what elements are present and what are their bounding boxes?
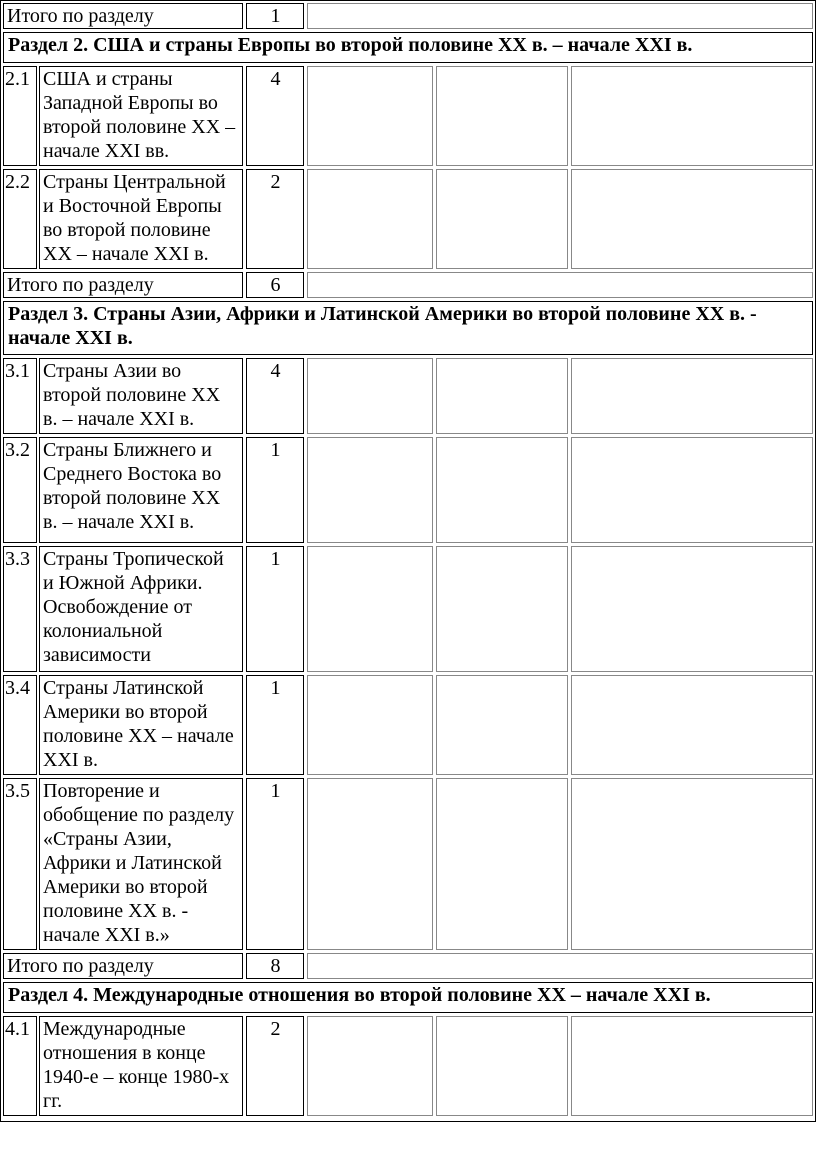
topic-empty-cell-1 <box>307 675 433 775</box>
topic-hours: 1 <box>270 439 281 461</box>
topic-hours-cell <box>246 66 304 166</box>
topic-code-cell <box>3 169 37 269</box>
topic-title-cell <box>39 358 243 434</box>
topic-title-cell <box>39 66 243 166</box>
section-title: Раздел 3. Страны Азии, Африки и Латинской Америки во второй половине XX в. - начале XXI в. <box>8 303 757 349</box>
topic-empty-cell-3 <box>571 546 813 672</box>
topic-empty-cell-1 <box>307 358 433 434</box>
topic-code: 3.1 <box>5 360 30 382</box>
topic-code: 3.4 <box>5 677 30 699</box>
topic-code-cell <box>3 1016 37 1116</box>
topic-code-cell <box>3 437 37 543</box>
topic-empty-cell-2 <box>436 675 568 775</box>
topic-code: 3.2 <box>5 439 30 461</box>
topic-title: Страны Азии во второй половине XX в. – начале XXI в. <box>43 360 221 430</box>
section-title: Раздел 2. США и страны Европы во второй половине XX в. – начале XXI в. <box>8 34 693 56</box>
topic-hours: 1 <box>270 677 281 699</box>
topic-title: Страны Тропической и Южной Африки. Освобождение от колониальной зависимости <box>43 548 224 666</box>
topic-code: 3.3 <box>5 548 30 570</box>
total-label: Итого по разделу <box>7 5 154 27</box>
topic-hours-cell <box>246 358 304 434</box>
topic-title: Страны Ближнего и Среднего Востока во второй половине XX в. – начале XXI в. <box>43 439 222 533</box>
topic-code: 2.1 <box>5 68 30 90</box>
total-hours: 6 <box>270 274 281 296</box>
section-title: Раздел 4. Международные отношения во второй половине XX – начале XXI в. <box>8 984 711 1006</box>
total-hours: 1 <box>270 5 281 27</box>
topic-empty-cell-1 <box>307 778 433 950</box>
topic-code-cell <box>3 778 37 950</box>
total-label: Итого по разделу <box>7 274 154 296</box>
topic-hours-cell <box>246 778 304 950</box>
topic-title: Повторение и обобщение по разделу «Страны Азии, Африки и Латинской Америки во второй половине XX в. - начале XXI в.» <box>43 780 235 946</box>
total-hours-cell <box>246 953 304 979</box>
topic-empty-cell-1 <box>307 546 433 672</box>
topic-empty-cell-3 <box>571 1016 813 1116</box>
topic-hours-cell <box>246 546 304 672</box>
topic-empty-cell-1 <box>307 1016 433 1116</box>
topic-empty-cell-3 <box>571 358 813 434</box>
total-label-cell <box>3 272 243 298</box>
topic-empty-cell-2 <box>436 778 568 950</box>
section-header-cell <box>3 32 813 63</box>
topic-empty-cell-2 <box>436 546 568 672</box>
topic-empty-cell-3 <box>571 66 813 166</box>
section-header-cell <box>3 982 813 1013</box>
total-hours-cell <box>246 272 304 298</box>
topic-empty-cell-3 <box>571 437 813 543</box>
topic-title-cell <box>39 546 243 672</box>
topic-hours: 2 <box>270 171 281 193</box>
topic-empty-cell-1 <box>307 66 433 166</box>
topic-empty-cell-3 <box>571 675 813 775</box>
topic-empty-cell-3 <box>571 778 813 950</box>
topic-hours: 4 <box>270 68 281 90</box>
total-empty-cell <box>307 272 813 298</box>
topic-hours-cell <box>246 437 304 543</box>
total-label: Итого по разделу <box>7 955 154 977</box>
topic-hours-cell <box>246 1016 304 1116</box>
total-empty-cell <box>307 3 813 29</box>
topic-title-cell <box>39 778 243 950</box>
topic-empty-cell-2 <box>436 66 568 166</box>
topic-empty-cell-2 <box>436 358 568 434</box>
total-empty-cell <box>307 953 813 979</box>
topic-hours-cell <box>246 675 304 775</box>
topic-empty-cell-1 <box>307 437 433 543</box>
topic-empty-cell-2 <box>436 169 568 269</box>
total-hours-cell <box>246 3 304 29</box>
topic-title: Страны Центральной и Восточной Европы во второй половине XX – начале XXI в. <box>43 171 226 265</box>
topic-code-cell <box>3 66 37 166</box>
topic-title: Международные отношения в конце 1940-е – конце 1980-х гг. <box>43 1018 230 1112</box>
topic-title-cell <box>39 1016 243 1116</box>
topic-code: 2.2 <box>5 171 30 193</box>
topic-hours: 1 <box>270 548 281 570</box>
topic-code: 3.5 <box>5 780 30 802</box>
total-hours: 8 <box>270 955 281 977</box>
topic-title: США и страны Западной Европы во второй половине XX – начале XXI вв. <box>43 68 236 162</box>
topic-hours: 1 <box>270 780 281 802</box>
topic-title-cell <box>39 169 243 269</box>
topic-code-cell <box>3 675 37 775</box>
topic-code: 4.1 <box>5 1018 30 1040</box>
topic-empty-cell-2 <box>436 1016 568 1116</box>
topic-title-cell <box>39 675 243 775</box>
topic-hours-cell <box>246 169 304 269</box>
topic-title-cell <box>39 437 243 543</box>
topic-code-cell <box>3 546 37 672</box>
total-label-cell <box>3 953 243 979</box>
topic-empty-cell-1 <box>307 169 433 269</box>
topic-title: Страны Латинской Америки во второй половине XX – начале XXI в. <box>43 677 234 771</box>
topic-code-cell <box>3 358 37 434</box>
section-header-cell <box>3 301 813 355</box>
topic-empty-cell-2 <box>436 437 568 543</box>
total-label-cell <box>3 3 243 29</box>
topic-empty-cell-3 <box>571 169 813 269</box>
topic-hours: 4 <box>270 360 281 382</box>
topic-hours: 2 <box>270 1018 281 1040</box>
